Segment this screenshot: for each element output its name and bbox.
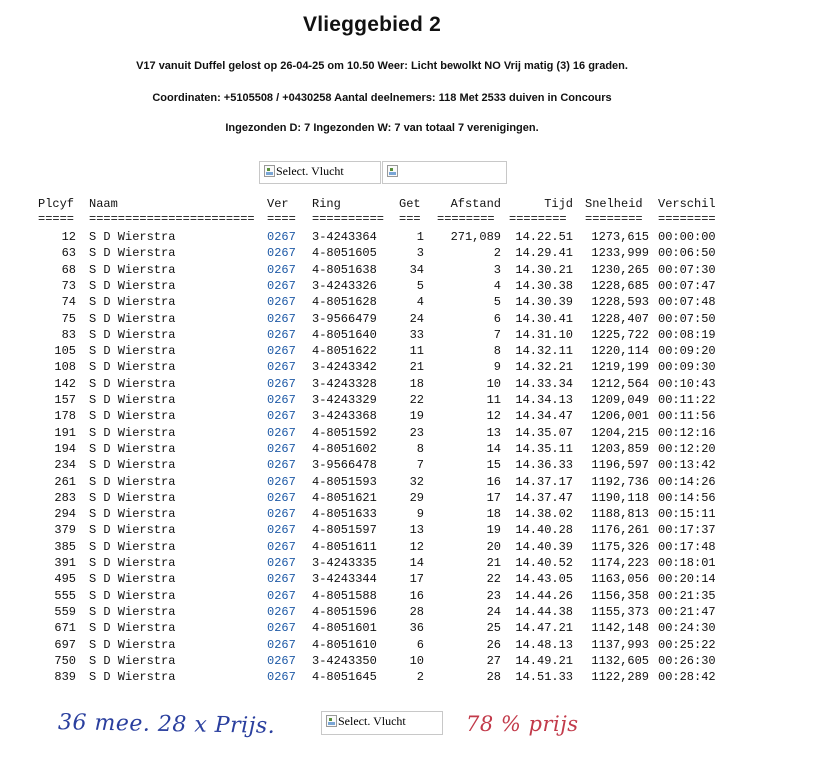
table-cell-tijd: 14.30.39 (515, 295, 573, 309)
table-cell-snelheid: 1228,685 (591, 279, 649, 293)
table-cell-naam: S D Wierstra (89, 312, 176, 326)
table-cell-naam: S D Wierstra (89, 295, 176, 309)
table-cell-plcyf: 194 (54, 442, 76, 456)
table-cell-tijd: 14.22.51 (515, 230, 573, 244)
table-cell-ring: 4-8051592 (312, 426, 377, 440)
table-cell-afstand: 8 (493, 344, 501, 358)
table-cell-afstand: 25 (486, 621, 501, 635)
table-cell-verschil: 00:26:30 (658, 654, 716, 668)
table-cell-afstand: 27 (486, 654, 501, 668)
table-cell-get: 21 (409, 360, 424, 374)
table-cell-plcyf: 559 (54, 605, 76, 619)
table-cell-plcyf: 191 (54, 426, 76, 440)
table-cell-verschil: 00:09:20 (658, 344, 716, 358)
vereniging-link[interactable]: 0267 (267, 491, 296, 505)
table-cell-get: 32 (409, 475, 424, 489)
table-cell-naam: S D Wierstra (89, 491, 176, 505)
table-cell-get: 23 (409, 426, 424, 440)
table-cell-verschil: 00:10:43 (658, 377, 716, 391)
table-header-plcyf: Plcyf (38, 197, 75, 211)
vereniging-link[interactable]: 0267 (267, 442, 296, 456)
table-cell-afstand: 24 (486, 605, 501, 619)
table-cell-verschil: 00:25:22 (658, 638, 716, 652)
table-cell-afstand: 21 (486, 556, 501, 570)
table-cell-verschil: 00:11:56 (658, 409, 716, 423)
table-cell-afstand: 10 (486, 377, 501, 391)
vereniging-link[interactable]: 0267 (267, 670, 296, 684)
table-cell-tijd: 14.43.05 (515, 572, 573, 586)
table-cell-snelheid: 1228,593 (591, 295, 649, 309)
table-cell-verschil: 00:09:30 (658, 360, 716, 374)
table-cell-snelheid: 1163,056 (591, 572, 649, 586)
vereniging-link[interactable]: 0267 (267, 360, 296, 374)
table-cell-naam: S D Wierstra (89, 279, 176, 293)
table-cell-tijd: 14.30.38 (515, 279, 573, 293)
table-cell-tijd: 14.31.10 (515, 328, 573, 342)
table-cell-plcyf: 379 (54, 523, 76, 537)
table-header-separator: ==== (267, 212, 296, 226)
table-cell-ring: 4-8051645 (312, 670, 377, 684)
vereniging-link[interactable]: 0267 (267, 246, 296, 260)
vereniging-link[interactable]: 0267 (267, 393, 296, 407)
vereniging-link[interactable]: 0267 (267, 540, 296, 554)
table-header-separator: ======== (585, 212, 643, 226)
table-cell-snelheid: 1142,148 (591, 621, 649, 635)
table-cell-plcyf: 83 (61, 328, 76, 342)
table-cell-tijd: 14.37.47 (515, 491, 573, 505)
table-cell-get: 10 (409, 654, 424, 668)
table-cell-get: 7 (416, 458, 424, 472)
table-cell-plcyf: 555 (54, 589, 76, 603)
table-cell-plcyf: 234 (54, 458, 76, 472)
table-cell-verschil: 00:17:48 (658, 540, 716, 554)
table-cell-ring: 4-8051622 (312, 344, 377, 358)
table-header-separator: ======== (437, 212, 495, 226)
vereniging-link[interactable]: 0267 (267, 507, 296, 521)
table-cell-tijd: 14.35.11 (515, 442, 573, 456)
table-cell-ring: 3-4243329 (312, 393, 377, 407)
table-cell-get: 19 (409, 409, 424, 423)
table-header-separator: ======== (509, 212, 567, 226)
table-cell-naam: S D Wierstra (89, 393, 176, 407)
table-header-naam: Naam (89, 197, 118, 211)
table-cell-afstand: 15 (486, 458, 501, 472)
table-cell-afstand: 3 (493, 263, 501, 277)
table-cell-verschil: 00:18:01 (658, 556, 716, 570)
table-cell-tijd: 14.49.21 (515, 654, 573, 668)
vereniging-link[interactable]: 0267 (267, 230, 296, 244)
table-cell-get: 5 (416, 279, 424, 293)
table-cell-tijd: 14.32.11 (515, 344, 573, 358)
table-cell-ring: 4-8051638 (312, 263, 377, 277)
handwritten-note-left: 36 mee. 28 x Prijs. (57, 710, 276, 739)
table-cell-verschil: 00:24:30 (658, 621, 716, 635)
table-cell-snelheid: 1206,001 (591, 409, 649, 423)
table-header-separator: ======== (658, 212, 716, 226)
table-cell-afstand: 28 (486, 670, 501, 684)
table-cell-get: 34 (409, 263, 424, 277)
vereniging-link[interactable]: 0267 (267, 426, 296, 440)
table-cell-naam: S D Wierstra (89, 442, 176, 456)
table-cell-naam: S D Wierstra (89, 426, 176, 440)
table-cell-ring: 4-8051640 (312, 328, 377, 342)
table-cell-ring: 4-8051597 (312, 523, 377, 537)
table-cell-naam: S D Wierstra (89, 670, 176, 684)
table-header-ring: Ring (312, 197, 341, 211)
table-cell-verschil: 00:20:14 (658, 572, 716, 586)
vereniging-link[interactable]: 0267 (267, 638, 296, 652)
table-cell-afstand: 18 (486, 507, 501, 521)
vereniging-link[interactable]: 0267 (267, 263, 296, 277)
table-cell-tijd: 14.44.38 (515, 605, 573, 619)
table-cell-plcyf: 750 (54, 654, 76, 668)
table-cell-naam: S D Wierstra (89, 409, 176, 423)
table-header-separator: ======================= (89, 212, 255, 226)
table-cell-snelheid: 1219,199 (591, 360, 649, 374)
table-cell-verschil: 00:07:30 (658, 263, 716, 277)
table-cell-afstand: 14 (486, 442, 501, 456)
table-cell-ring: 4-8051602 (312, 442, 377, 456)
table-cell-get: 13 (409, 523, 424, 537)
table-cell-tijd: 14.37.17 (515, 475, 573, 489)
table-cell-ring: 4-8051621 (312, 491, 377, 505)
table-cell-ring: 3-9566478 (312, 458, 377, 472)
table-cell-get: 16 (409, 589, 424, 603)
table-cell-afstand: 26 (486, 638, 501, 652)
table-cell-afstand: 9 (493, 360, 501, 374)
table-cell-verschil: 00:13:42 (658, 458, 716, 472)
vereniging-link[interactable]: 0267 (267, 409, 296, 423)
table-cell-verschil: 00:14:26 (658, 475, 716, 489)
table-header-get: Get (399, 197, 421, 211)
table-cell-naam: S D Wierstra (89, 458, 176, 472)
vereniging-link[interactable]: 0267 (267, 556, 296, 570)
table-cell-snelheid: 1122,289 (591, 670, 649, 684)
table-cell-ring: 4-8051593 (312, 475, 377, 489)
table-cell-plcyf: 63 (61, 246, 76, 260)
image-button-blank[interactable] (382, 161, 507, 184)
table-cell-plcyf: 839 (54, 670, 76, 684)
table-cell-ring: 4-8051610 (312, 638, 377, 652)
table-cell-ring: 3-4243342 (312, 360, 377, 374)
table-cell-ring: 4-8051633 (312, 507, 377, 521)
table-cell-verschil: 00:14:56 (658, 491, 716, 505)
table-cell-afstand: 17 (486, 491, 501, 505)
table-cell-plcyf: 261 (54, 475, 76, 489)
page-title: Vlieggebied 2 (303, 13, 441, 36)
table-cell-naam: S D Wierstra (89, 523, 176, 537)
table-cell-verschil: 00:15:11 (658, 507, 716, 521)
select-vlucht-label: Select. Vlucht (338, 714, 406, 728)
vereniging-link[interactable]: 0267 (267, 377, 296, 391)
table-cell-get: 28 (409, 605, 424, 619)
table-cell-get: 18 (409, 377, 424, 391)
handwritten-note-right: 78 % prijs (466, 712, 579, 736)
table-cell-afstand: 5 (493, 295, 501, 309)
table-cell-afstand: 2 (493, 246, 501, 260)
table-cell-plcyf: 671 (54, 621, 76, 635)
table-cell-get: 6 (416, 638, 424, 652)
table-cell-snelheid: 1190,118 (591, 491, 649, 505)
table-cell-get: 17 (409, 572, 424, 586)
table-cell-snelheid: 1273,615 (591, 230, 649, 244)
table-cell-tijd: 14.34.13 (515, 393, 573, 407)
table-cell-naam: S D Wierstra (89, 328, 176, 342)
table-cell-snelheid: 1233,999 (591, 246, 649, 260)
table-cell-plcyf: 294 (54, 507, 76, 521)
table-cell-snelheid: 1137,993 (591, 638, 649, 652)
table-cell-get: 24 (409, 312, 424, 326)
table-header-tijd: Tijd (544, 197, 573, 211)
table-cell-naam: S D Wierstra (89, 263, 176, 277)
table-cell-plcyf: 73 (61, 279, 76, 293)
vereniging-link[interactable]: 0267 (267, 589, 296, 603)
table-cell-plcyf: 108 (54, 360, 76, 374)
table-cell-get: 3 (416, 246, 424, 260)
table-cell-plcyf: 178 (54, 409, 76, 423)
table-cell-ring: 3-4243350 (312, 654, 377, 668)
table-cell-ring: 4-8051611 (312, 540, 377, 554)
table-cell-get: 12 (409, 540, 424, 554)
table-cell-snelheid: 1176,261 (591, 523, 649, 537)
table-cell-naam: S D Wierstra (89, 377, 176, 391)
table-cell-plcyf: 12 (61, 230, 76, 244)
table-cell-get: 2 (416, 670, 424, 684)
table-cell-get: 36 (409, 621, 424, 635)
table-cell-ring: 3-4243326 (312, 279, 377, 293)
table-cell-verschil: 00:07:48 (658, 295, 716, 309)
table-cell-verschil: 00:07:50 (658, 312, 716, 326)
vereniging-link[interactable]: 0267 (267, 572, 296, 586)
table-cell-snelheid: 1204,215 (591, 426, 649, 440)
table-cell-snelheid: 1230,265 (591, 263, 649, 277)
table-cell-plcyf: 385 (54, 540, 76, 554)
table-cell-plcyf: 105 (54, 344, 76, 358)
table-header-snelheid: Snelheid (585, 197, 643, 211)
table-cell-verschil: 00:12:20 (658, 442, 716, 456)
table-cell-afstand: 271,089 (450, 230, 501, 244)
race-info-line: V17 vanuit Duffel gelost op 26-04-25 om 10.50 Weer: Licht bewolkt NO Vrij matig (3) 16 graden. (136, 60, 628, 72)
table-cell-naam: S D Wierstra (89, 360, 176, 374)
table-cell-ring: 4-8051601 (312, 621, 377, 635)
table-cell-get: 4 (416, 295, 424, 309)
table-cell-plcyf: 142 (54, 377, 76, 391)
table-cell-plcyf: 68 (61, 263, 76, 277)
table-cell-afstand: 7 (493, 328, 501, 342)
table-cell-afstand: 23 (486, 589, 501, 603)
table-cell-afstand: 13 (486, 426, 501, 440)
table-cell-verschil: 00:21:47 (658, 605, 716, 619)
table-cell-ring: 3-4243368 (312, 409, 377, 423)
table-cell-snelheid: 1209,049 (591, 393, 649, 407)
table-cell-get: 22 (409, 393, 424, 407)
table-header-separator: ========== (312, 212, 385, 226)
table-cell-ring: 4-8051605 (312, 246, 377, 260)
table-cell-verschil: 00:06:50 (658, 246, 716, 260)
table-header-afstand: Afstand (450, 197, 501, 211)
table-cell-verschil: 00:28:42 (658, 670, 716, 684)
table-cell-naam: S D Wierstra (89, 572, 176, 586)
vereniging-link[interactable]: 0267 (267, 458, 296, 472)
table-cell-snelheid: 1132,605 (591, 654, 649, 668)
table-cell-afstand: 19 (486, 523, 501, 537)
vereniging-link[interactable]: 0267 (267, 312, 296, 326)
table-cell-naam: S D Wierstra (89, 556, 176, 570)
table-cell-tijd: 14.30.21 (515, 263, 573, 277)
table-cell-verschil: 00:00:00 (658, 230, 716, 244)
table-cell-tijd: 14.33.34 (515, 377, 573, 391)
table-cell-ring: 4-8051596 (312, 605, 377, 619)
broken-image-icon (326, 715, 337, 727)
table-cell-naam: S D Wierstra (89, 540, 176, 554)
table-cell-naam: S D Wierstra (89, 230, 176, 244)
table-cell-naam: S D Wierstra (89, 475, 176, 489)
table-cell-get: 9 (416, 507, 424, 521)
table-cell-ring: 3-4243335 (312, 556, 377, 570)
table-cell-afstand: 6 (493, 312, 501, 326)
table-cell-ring: 3-4243344 (312, 572, 377, 586)
table-header-ver: Ver (267, 197, 289, 211)
table-cell-tijd: 14.44.26 (515, 589, 573, 603)
table-cell-tijd: 14.36.33 (515, 458, 573, 472)
table-cell-naam: S D Wierstra (89, 621, 176, 635)
vereniging-link[interactable]: 0267 (267, 328, 296, 342)
table-cell-tijd: 14.35.07 (515, 426, 573, 440)
select-vlucht-button[interactable] (259, 161, 381, 184)
table-cell-ring: 3-4243364 (312, 230, 377, 244)
table-cell-tijd: 14.34.47 (515, 409, 573, 423)
table-cell-snelheid: 1203,859 (591, 442, 649, 456)
submitted-info-line: Ingezonden D: 7 Ingezonden W: 7 van totaal 7 verenigingen. (225, 122, 539, 134)
table-cell-afstand: 11 (486, 393, 501, 407)
table-cell-snelheid: 1228,407 (591, 312, 649, 326)
table-cell-snelheid: 1225,722 (591, 328, 649, 342)
table-cell-snelheid: 1156,358 (591, 589, 649, 603)
table-cell-snelheid: 1155,373 (591, 605, 649, 619)
vereniging-link[interactable]: 0267 (267, 523, 296, 537)
table-cell-verschil: 00:08:19 (658, 328, 716, 342)
table-cell-plcyf: 74 (61, 295, 76, 309)
table-cell-tijd: 14.47.21 (515, 621, 573, 635)
table-cell-naam: S D Wierstra (89, 638, 176, 652)
table-cell-tijd: 14.40.52 (515, 556, 573, 570)
vereniging-link[interactable]: 0267 (267, 654, 296, 668)
table-cell-get: 11 (409, 344, 424, 358)
table-cell-tijd: 14.38.02 (515, 507, 573, 521)
table-cell-plcyf: 75 (61, 312, 76, 326)
table-cell-snelheid: 1212,564 (591, 377, 649, 391)
table-header-separator: ===== (38, 212, 75, 226)
vereniging-link[interactable]: 0267 (267, 621, 296, 635)
vereniging-link[interactable]: 0267 (267, 295, 296, 309)
table-cell-naam: S D Wierstra (89, 246, 176, 260)
coordinates-info-line: Coordinaten: +5105508 / +0430258 Aantal deelnemers: 118 Met 2533 duiven in Concours (152, 92, 612, 104)
table-cell-naam: S D Wierstra (89, 654, 176, 668)
table-cell-ring: 3-9566479 (312, 312, 377, 326)
table-cell-snelheid: 1220,114 (591, 344, 649, 358)
table-cell-verschil: 00:11:22 (658, 393, 716, 407)
vereniging-link[interactable]: 0267 (267, 605, 296, 619)
table-cell-snelheid: 1188,813 (591, 507, 649, 521)
table-cell-plcyf: 391 (54, 556, 76, 570)
table-cell-afstand: 20 (486, 540, 501, 554)
table-cell-verschil: 00:21:35 (658, 589, 716, 603)
table-cell-naam: S D Wierstra (89, 344, 176, 358)
select-vlucht-label: Select. Vlucht (276, 164, 344, 178)
table-cell-ring: 3-4243328 (312, 377, 377, 391)
table-cell-snelheid: 1196,597 (591, 458, 649, 472)
table-cell-get: 1 (416, 230, 424, 244)
table-cell-tijd: 14.40.28 (515, 523, 573, 537)
table-cell-plcyf: 697 (54, 638, 76, 652)
table-cell-tijd: 14.48.13 (515, 638, 573, 652)
table-cell-tijd: 14.51.33 (515, 670, 573, 684)
broken-image-icon (387, 165, 398, 177)
table-cell-plcyf: 283 (54, 491, 76, 505)
vereniging-link[interactable]: 0267 (267, 475, 296, 489)
table-cell-afstand: 4 (493, 279, 501, 293)
table-cell-afstand: 16 (486, 475, 501, 489)
vereniging-link[interactable]: 0267 (267, 344, 296, 358)
table-cell-snelheid: 1192,736 (591, 475, 649, 489)
table-cell-verschil: 00:12:16 (658, 426, 716, 440)
broken-image-icon (264, 165, 275, 177)
table-cell-naam: S D Wierstra (89, 589, 176, 603)
table-cell-verschil: 00:17:37 (658, 523, 716, 537)
select-vlucht-button-bottom[interactable] (321, 711, 443, 735)
table-cell-get: 29 (409, 491, 424, 505)
table-cell-tijd: 14.30.41 (515, 312, 573, 326)
table-cell-verschil: 00:07:47 (658, 279, 716, 293)
table-cell-ring: 4-8051628 (312, 295, 377, 309)
table-cell-snelheid: 1174,223 (591, 556, 649, 570)
table-cell-snelheid: 1175,326 (591, 540, 649, 554)
table-cell-naam: S D Wierstra (89, 507, 176, 521)
table-cell-afstand: 12 (486, 409, 501, 423)
table-cell-tijd: 14.29.41 (515, 246, 573, 260)
table-cell-get: 33 (409, 328, 424, 342)
table-cell-get: 8 (416, 442, 424, 456)
table-cell-get: 14 (409, 556, 424, 570)
table-cell-afstand: 22 (486, 572, 501, 586)
table-header-verschil: Verschil (658, 197, 716, 211)
table-cell-plcyf: 157 (54, 393, 76, 407)
vereniging-link[interactable]: 0267 (267, 279, 296, 293)
table-cell-plcyf: 495 (54, 572, 76, 586)
table-header-separator: === (399, 212, 421, 226)
table-cell-tijd: 14.40.39 (515, 540, 573, 554)
table-cell-naam: S D Wierstra (89, 605, 176, 619)
table-cell-ring: 4-8051588 (312, 589, 377, 603)
table-cell-tijd: 14.32.21 (515, 360, 573, 374)
